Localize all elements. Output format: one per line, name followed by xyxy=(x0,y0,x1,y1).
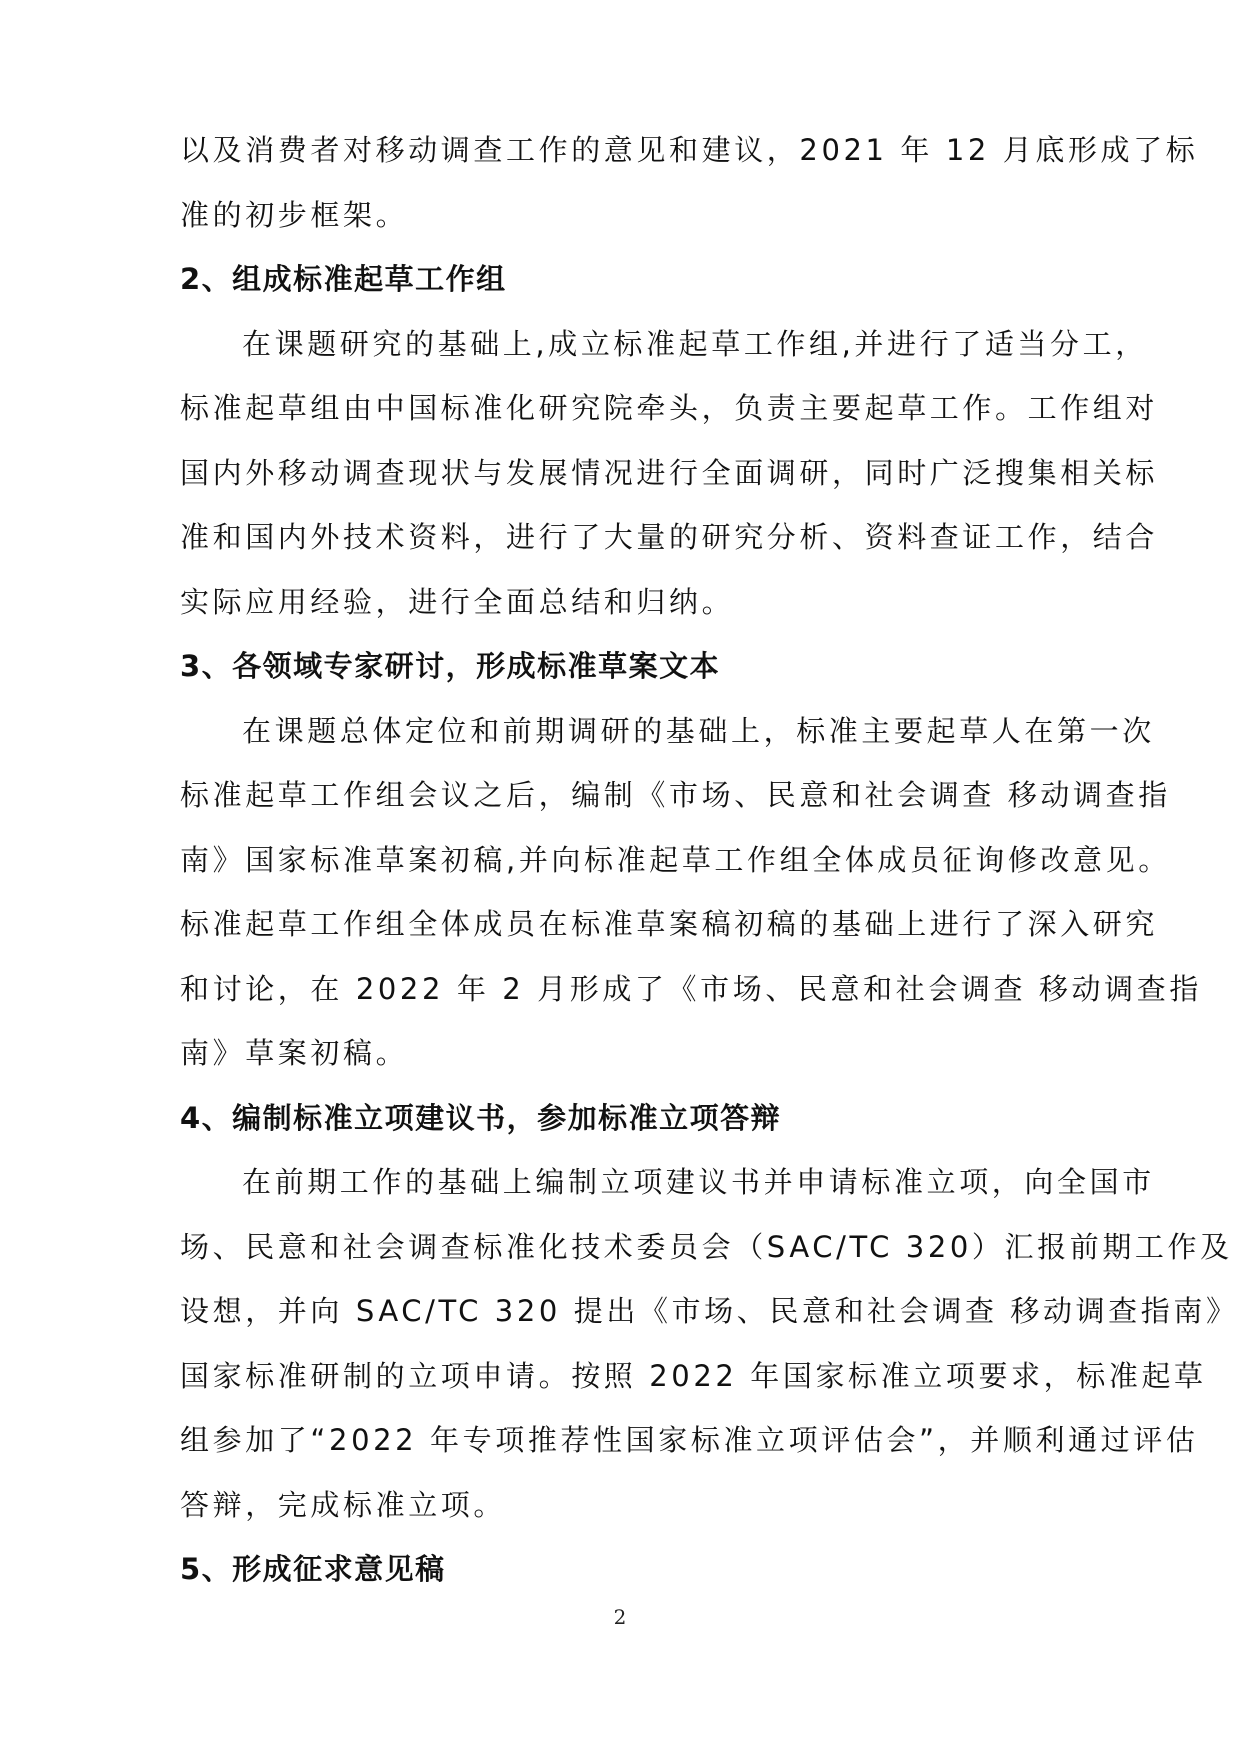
paragraph-line: 南》草案初稿。 xyxy=(180,1036,409,1070)
section-heading: 3、各领域专家研讨，形成标准草案文本 xyxy=(180,649,721,683)
page-number: 2 xyxy=(613,1605,627,1629)
paragraph-line: 在课题研究的基础上,成立标准起草工作组,并进行了适当分工， xyxy=(242,326,1148,361)
paragraph-line: 在课题总体定位和前期调研的基础上，标准主要起草人在第一次 xyxy=(242,713,1155,748)
section-heading: 5、形成征求意见稿 xyxy=(180,1552,446,1586)
paragraph-line: 标准起草工作组会议之后，编制《市场、民意和社会调查 移动调查指 xyxy=(180,778,1171,812)
paragraph-line: 以及消费者对移动调查工作的意见和建议，2021 年 12 月底形成了标 xyxy=(180,133,1199,167)
paragraph-line: 实际应用经验，进行全面总结和归纳。 xyxy=(180,584,735,619)
paragraph-line: 设想，并向 SAC/TC 320 提出《市场、民意和社会调查 移动调查指南》 xyxy=(180,1294,1239,1328)
paragraph-line: 答辩，完成标准立项。 xyxy=(180,1487,507,1522)
paragraph-line: 准和国内外技术资料，进行了大量的研究分析、资料查证工作，结合 xyxy=(180,520,1159,554)
paragraph-line: 标准起草工作组全体成员在标准草案稿初稿的基础上进行了深入研究 xyxy=(180,907,1159,941)
section-heading: 2、组成标准起草工作组 xyxy=(180,262,507,296)
paragraph-line: 场、民意和社会调查标准化技术委员会（SAC/TC 320）汇报前期工作及 xyxy=(180,1229,1233,1264)
paragraph-line: 标准起草组由中国标准化研究院牵头，负责主要起草工作。工作组对 xyxy=(180,391,1159,425)
paragraph-line: 在前期工作的基础上编制立项建议书并申请标准立项，向全国市 xyxy=(242,1165,1155,1199)
paragraph-line: 和讨论，在 2022 年 2 月形成了《市场、民意和社会调查 移动调查指 xyxy=(180,971,1202,1006)
paragraph-line: 国内外移动调查现状与发展情况进行全面调研，同时广泛搜集相关标 xyxy=(180,455,1159,490)
document-body xyxy=(180,118,1239,1602)
paragraph-line: 国家标准研制的立项申请。按照 2022 年国家标准立项要求，标准起草 xyxy=(180,1358,1207,1393)
paragraph-line: 准的初步框架。 xyxy=(180,197,409,232)
paragraph-line: 南》国家标准草案初稿,并向标准起草工作组全体成员征询修改意见。 xyxy=(180,842,1171,877)
section-heading: 4、编制标准立项建议书，参加标准立项答辩 xyxy=(180,1100,782,1135)
paragraph-line: 组参加了“2022 年专项推荐性国家标准立项评估会”，并顺利通过评估 xyxy=(180,1423,1199,1457)
